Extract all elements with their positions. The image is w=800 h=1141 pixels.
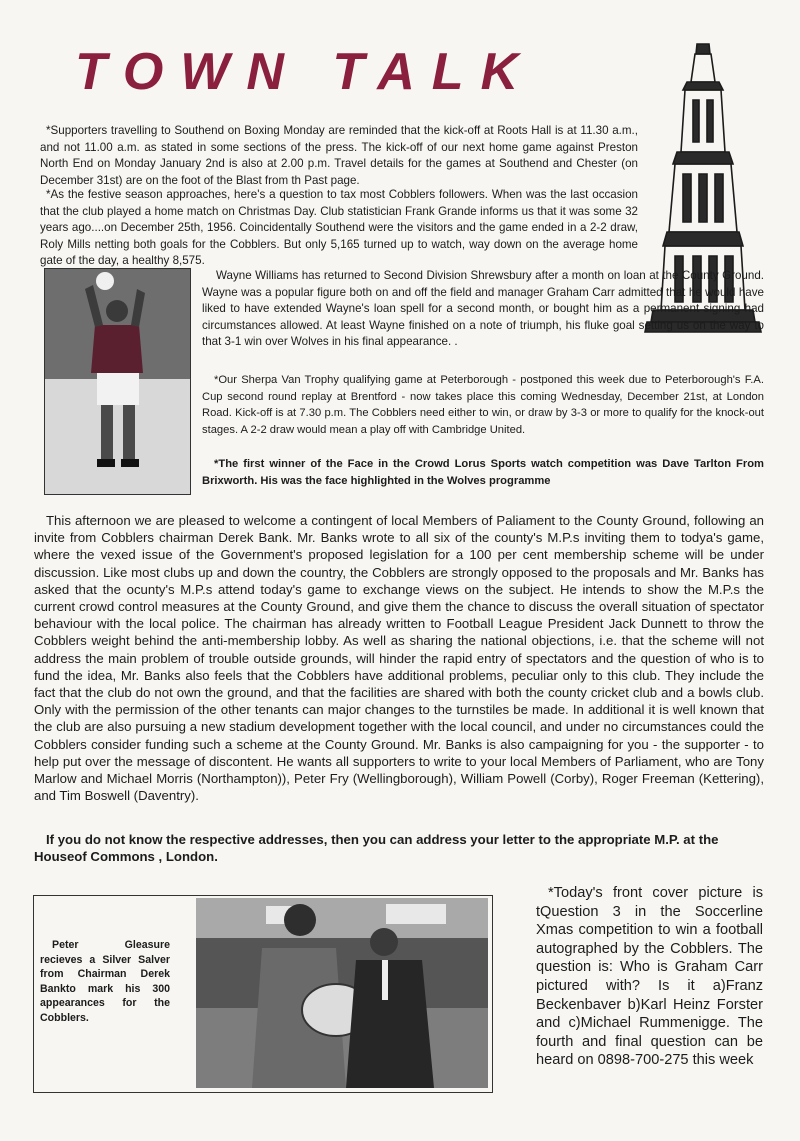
paragraph-soccerline-competition: *Today's front cover picture is tQuestion 3 in the Soccerline Xmas competition to win a football autographed by the Cobblers. The question is: Who is Graham Carr pictured with? Is it a)Franz Beckenbaver b)Karl Heinz Forster and c)Michael Rummenigge. The fourth and final question can be heard on 0898-700-275 this week xyxy=(536,885,763,1069)
presentation-photo xyxy=(196,898,488,1088)
photo-caption: Peter Gleasure recieves a Silver Salver from Chairman Derek Bankto mark his 300 appearances for the Cobblers. xyxy=(40,939,170,1024)
paragraph-members-of-parliament: This afternoon we are pleased to welcome a contingent of local Members of Paliament to the County Ground, following an invite from Cobblers chairman Derek Bank. Mr. Banks wrote to all six of the county's M.P.s inviting them to todya's game, where the vexed issue of the Government's proposed legislation for a 100 per cent membership scheme will be under discussion. Like most clubs up and down the country, the Cobblers are strongly opposed to the proposals and Mr. Banks has asked that the ocunty's M.P.s attend today's game to exchange views on the subject. He intends to show the M.P.s the current crowd control measures at the County Ground, and give them the chance to discuss the overall situation of spectator behaviour with the local police. The chairman has already written to Football League President Jack Dunnett to throw the Cobblers weight behind the anti-membership lobby. As well as sharing the national objections, i.e. that the scheme will not address the main problem of trouble outside grounds, will hinder the rapid entry of spectators and the question of who is to fund the idea, Mr. Banks also feels that the Cobblers have additional problems, peculiar only to this club. They include the fact that the club do not own the ground, and that the facilities are shared with both the county cricket club and a bowls club. Only with the permission of the other tenants can major changes to the turnstiles be made. In additional it is well known that the club are also pursuing a new stadium development together with the local council, and under no circumstances could the Cobblers consider funding such a scheme at the County Ground. Mr. Banks is also campaigning for you - the supporter - to help put over the message of discontent. He wants all supporters to write to your local Members of Parliament, who are Tony Marlow and Michael Morris (Northampton)), Peter Fry (Wellingborough), William Powell (Corby), Roger Freeman (Kettering), and Tim Boswell (Daventry). xyxy=(34,513,764,804)
paragraph-southend: *Supporters travelling to Southend on Boxing Monday are reminded that the kick-off at Roots Hall is at 11.30 a.m., and not 11.00 a.m. as stated in some sections of the press. The kick-off of our next home game against Preston North End on Monday January 2nd is also at 2.00 p.m. Travel details for the games at Southend and Chester (on December 31st) are on the foot of the Blast from th Past page. xyxy=(40,124,638,187)
paragraph-wayne-williams: Wayne Williams has returned to Second Division Shrewsbury after a month on loan at the County Ground. Wayne was a popular figure both on and off the field and manager Graham Carr admitted that he would have liked to have extended Wayne's loan spell for a second month, or bought him as a permanent signing had circumstances allowed. At least Wayne finished on a note of triumph, his fluke goal setting us on the way to that 3-1 win over Wolves in his final appearance. . xyxy=(202,269,764,349)
player-photo xyxy=(44,268,191,495)
paragraph-address-note: If you do not know the respective addresses, then you can address your letter to the appropriate M.P. at the Houseof Commons , London. xyxy=(34,832,719,865)
paragraph-sherpa-van-trophy: *Our Sherpa Van Trophy qualifying game at Peterborough - postponed this week due to Peterborough's F.A. Cup second round replay at Brentford - now takes place this coming Wednesday, December 21st, at London Road. Kick-off is at 7.30 p.m. The Cobblers need either to win, or draw by 3-3 or more to qualify for the knock-out stages. A 2-2 draw would mean a play off with Cambridge United. xyxy=(202,374,764,436)
paragraph-christmas-day: *As the festive season approaches, here's a question to tax most Cobblers followers. When was the last occasion that the club played a home match on Christmas Day. Club statistician Frank Grande informs us that it was some 32 years ago....on December 25th, 1956. Coincidentally Southend were the visitors and the game ended in a 2-2 draw, Roly Mills netting both goals for the Cobblers. But only 5,165 turned up to watch, way down on the average home gate of the day, a healthy 8,575. xyxy=(40,188,638,268)
page-title: TOWN TALK xyxy=(75,43,536,101)
paragraph-face-in-crowd: *The first winner of the Face in the Crowd Lorus Sports watch competition was Dave Tarlton From Brixworth. His was the face highlighted in the Wolves programme xyxy=(202,458,764,487)
